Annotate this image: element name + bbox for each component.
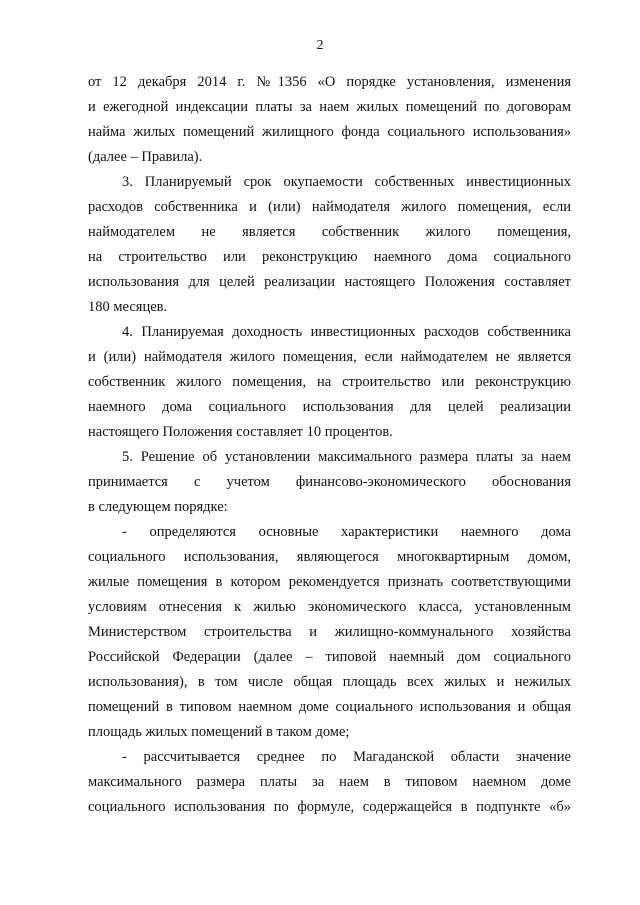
text-line: максимального размера платы за наем в типовом наемном доме xyxy=(88,774,571,790)
text-line: Министерством строительства и жилищно-коммунального хозяйства xyxy=(88,624,571,640)
text-line: условиям отнесения к жилью экономического класса, установленным xyxy=(88,599,571,615)
text-line: принимается с учетом финансово-экономического обоснования xyxy=(88,474,571,490)
text-line: настоящего Положения составляет 10 процентов. xyxy=(88,424,393,440)
text-line: наймодателем не является собственник жилого помещения, xyxy=(88,224,571,240)
text-line: 3. Планируемый срок окупаемости собственных инвестиционных xyxy=(122,174,571,190)
paragraph-item-5 xyxy=(88,445,571,520)
text-line: в следующем порядке: xyxy=(88,499,228,515)
text-line: и (или) наймодателя жилого помещения, если наймодателем не является xyxy=(88,349,571,365)
text-line: найма жилых помещений жилищного фонда социального использования» xyxy=(88,124,571,140)
text-line: использования), в том числе общая площадь всех жилых и нежилых xyxy=(88,674,571,690)
text-line: - рассчитывается среднее по Магаданской области значение xyxy=(122,749,571,765)
document-body xyxy=(88,70,571,820)
text-line: площадь жилых помещений в таком доме; xyxy=(88,724,350,740)
text-line: использования для целей реализации настоящего Положения составляет xyxy=(88,274,571,290)
text-line: 180 месяцев. xyxy=(88,299,168,315)
page-number: 2 xyxy=(316,38,324,53)
text-line: 5. Решение об установлении максимального размера платы за наем xyxy=(122,449,571,465)
text-line: социального использования, являющегося многоквартирным домом, xyxy=(88,549,571,565)
list-item-average-calculation xyxy=(88,745,571,820)
text-line: на строительство или реконструкцию наемного дома социального xyxy=(88,249,571,265)
text-line: (далее – Правила). xyxy=(88,149,203,165)
paragraph-item-4 xyxy=(88,320,571,445)
text-line: от 12 декабря 2014 г. №1356 «О порядке установления, изменения xyxy=(88,74,571,90)
paragraph-item-3 xyxy=(88,170,571,320)
text-line: помещений в типовом наемном доме социального использования и общая xyxy=(88,699,571,715)
text-line: наемного дома социального использования для целей реализации xyxy=(88,399,571,415)
text-line: Российской Федерации (далее – типовой наемный дом социального xyxy=(88,649,571,665)
text-line: собственник жилого помещения, на строительство или реконструкцию xyxy=(88,374,571,390)
list-item-characteristics xyxy=(88,520,571,745)
text-line: и ежегодной индексации платы за наем жилых помещений по договорам xyxy=(88,99,571,115)
text-line: 4. Планируемая доходность инвестиционных расходов собственника xyxy=(122,324,571,340)
text-line: - определяются основные характеристики наемного дома xyxy=(122,524,571,540)
text-line: жилые помещения в котором рекомендуется признать соответствующими xyxy=(88,574,571,590)
paragraph-rules-reference xyxy=(88,70,571,170)
text-line: расходов собственника и (или) наймодателя жилого помещения, если xyxy=(88,199,571,215)
text-line: социального использования по формуле, содержащейся в подпункте «б» xyxy=(88,799,571,815)
